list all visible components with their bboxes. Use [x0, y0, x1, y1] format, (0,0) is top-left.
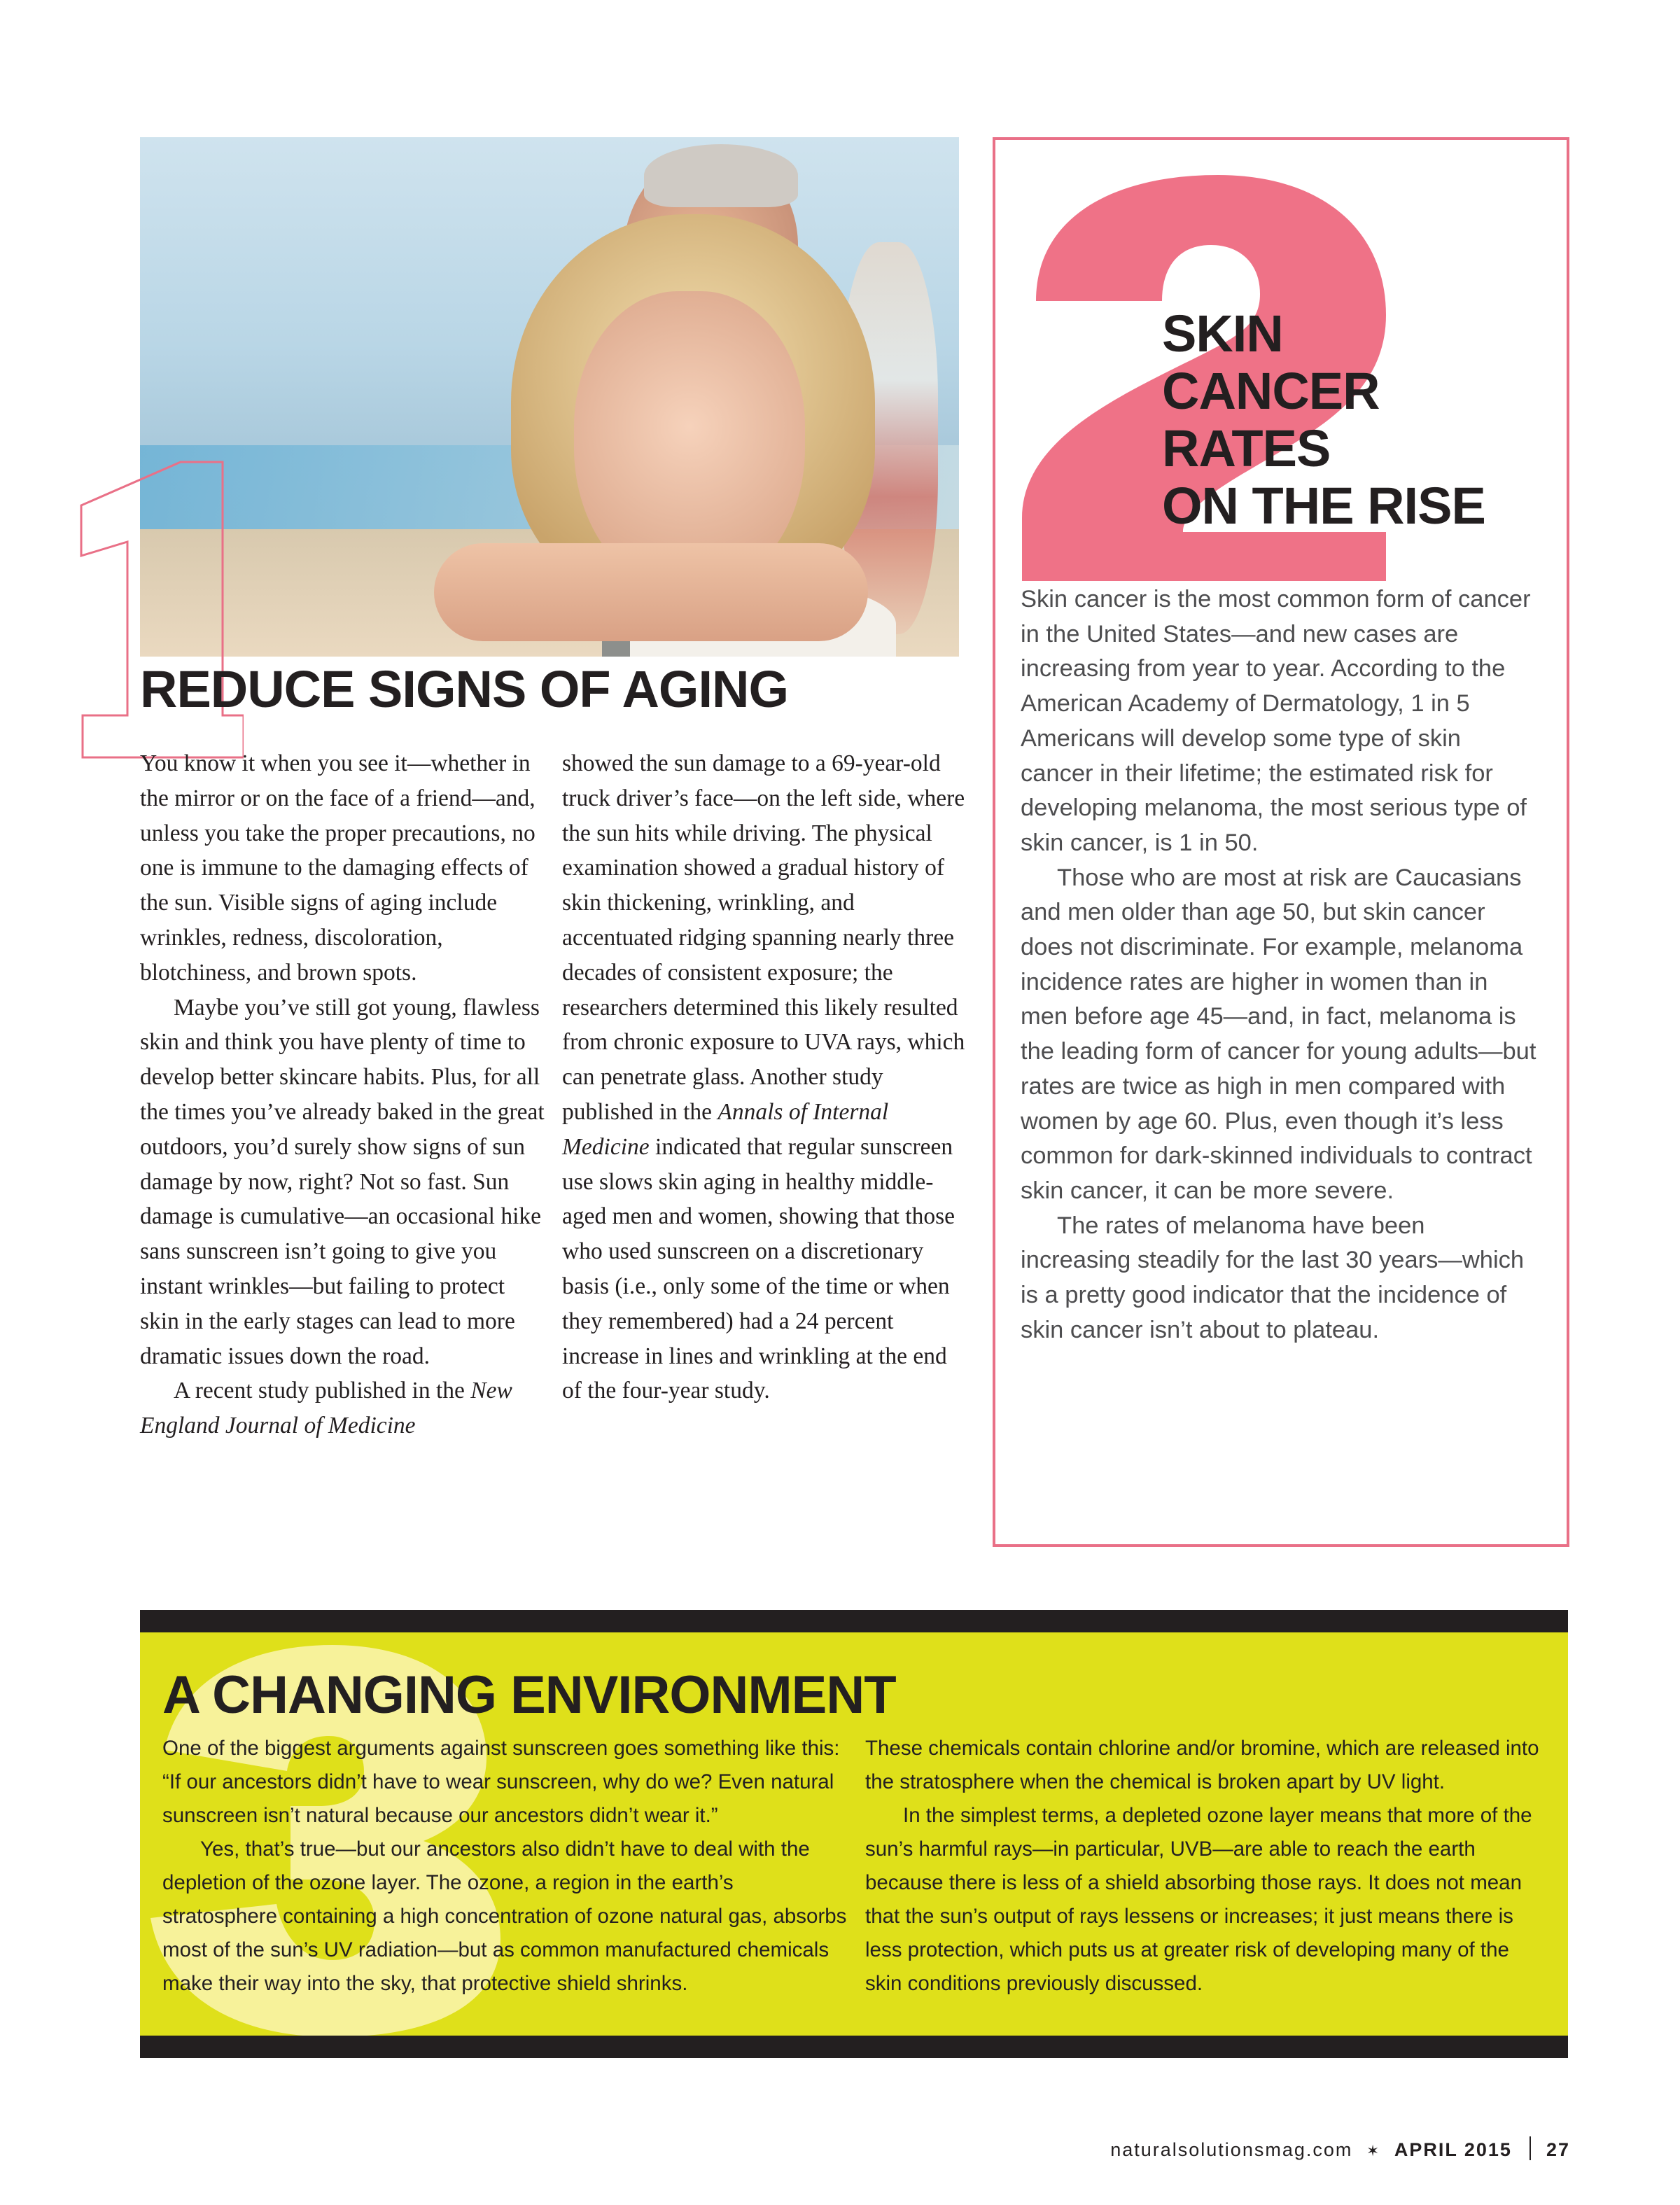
section-1-paragraph-1: You know it when you see it—whether in the mirror or on the face of a friend—and, unless you take the proper precautions, no one is immune to the damaging effects of the sun. Visible signs of aging include wrinkles, redness, discoloration, blotchiness, and brown spots. [140, 750, 536, 986]
section-3-column-1 [162, 1732, 848, 2001]
section-3-column-2 [865, 1732, 1551, 2001]
section-1-column-1 [140, 746, 546, 1443]
footer-bullet-icon: ✶ [1366, 2142, 1381, 2160]
section-2-paragraph-3: The rates of melanoma have been increasing steadily for the last 30 years—which is a pretty good indicator that the incidence of skin cancer isn’t about to plateau. [1021, 1212, 1525, 1343]
journal-title: New England Journal of Medicine [140, 1378, 512, 1439]
section-2-heading: SKIN CANCER RATES ON THE RISE [1162, 304, 1485, 535]
section-3-paragraph-1: One of the biggest arguments against sunscreen goes something like this: “If our ancestors didn’t have to wear sunscreen, why do we? Even natural sunscreen isn’t natural because our ancestors didn’t wear it.” [162, 1737, 840, 1827]
footer-divider [1530, 2136, 1531, 2160]
section-1-paragraph-3-cont: showed the sun damage to a 69-year-old truck driver’s face—on the left side, where the sun hits while driving. The physical examination showed a gradual history of skin thickening, wrinkling, and accentuated ridging spanning nearly three decades of consistent exposure; the researchers determined this likely resulted from chronic exposure to UVA rays, which can penetrate glass. Another study published in the Annals of Internal Medicine indicated that regular sunscreen use slows skin aging in healthy middle-aged men and women, showing that those who used sunscreen on a discretionary basis (i.e., only some of the time or when they remembered) had a 24 percent increase in lines and wrinkling at the end of the four-year study. [562, 750, 965, 1404]
section-2-paragraph-2: Those who are most at risk are Caucasians and men older than age 50, but skin cancer does not discriminate. For example, melanoma incidence rates are higher in women than in men before age 45—and, in fact, melanoma is the leading form of cancer for young adults—but rates are twice as high in men compared with women by age 60. Plus, even though it’s less common for dark-skinned individuals to contract skin cancer, it can be more severe. [1021, 864, 1536, 1204]
section-3-paragraph-2: Yes, that’s true—but our ancestors also didn’t have to deal with the depletion of the ozone layer. The ozone, a region in the earth’s stratosphere containing a high concentration of ozone natural gas, absorbs most of the sun’s UV radiation—but as common manufactured chemicals make their way into the sky, that protective shield shrinks. [162, 1837, 847, 1995]
section-3-paragraph-3: These chemicals contain chlorine and/or bromine, which are released into the stratosphere when the chemical is broken apart by UV light. [865, 1737, 1539, 1793]
section-2-paragraph-1: Skin cancer is the most common form of cancer in the United States—and new cases are increasing from year to year. According to the American Academy of Dermatology, 1 in 5 Americans will develop some type of skin cancer in their lifetime; the estimated risk for developing melanoma, the most serious type of skin cancer, is 1 in 50. [1021, 586, 1531, 856]
section-3-paragraph-4: In the simplest terms, a depleted ozone layer means that more of the sun’s harmful rays—in particular, UVB—are able to reach the earth because there is less of a shield absorbing those rays. It does not mean that the sun’s output of rays lessens or increases; it just means there is less protection, which puts us at greater risk of developing many of the skin conditions previously discussed. [865, 1804, 1532, 1995]
section-1-column-2 [562, 746, 968, 1408]
page-number: 27 [1546, 2139, 1570, 2160]
section-2-body [1021, 582, 1539, 1348]
section-3-bottom-rule [140, 2036, 1568, 2058]
page-footer [1110, 2136, 1570, 2160]
couple-beach-photo [140, 137, 959, 657]
section-1-heading: REDUCE SIGNS OF AGING [140, 660, 789, 718]
footer-issue: APRIL 2015 [1394, 2139, 1512, 2160]
section-3-top-rule [140, 1610, 1568, 1632]
footer-site: naturalsolutionsmag.com [1110, 2139, 1353, 2160]
journal-title: Annals of Internal Medicine [562, 1098, 889, 1160]
section-3-heading: A CHANGING ENVIRONMENT [162, 1665, 896, 1725]
section-1-paragraph-3: A recent study published in the New England Journal of Medicine [140, 1378, 512, 1439]
section-1-paragraph-2: Maybe you’ve still got young, flawless skin and think you have plenty of time to develop better skincare habits. Plus, for all the times you’ve already baked in the great outdoors, you’d surely show signs of sun damage by now, right? Not so fast. Sun damage is cumulative—an occasional hike sans sunscreen isn’t going to give you instant wrinkles—but failing to protect skin in the early stages can lead to more dramatic issues down the road. [140, 994, 545, 1369]
